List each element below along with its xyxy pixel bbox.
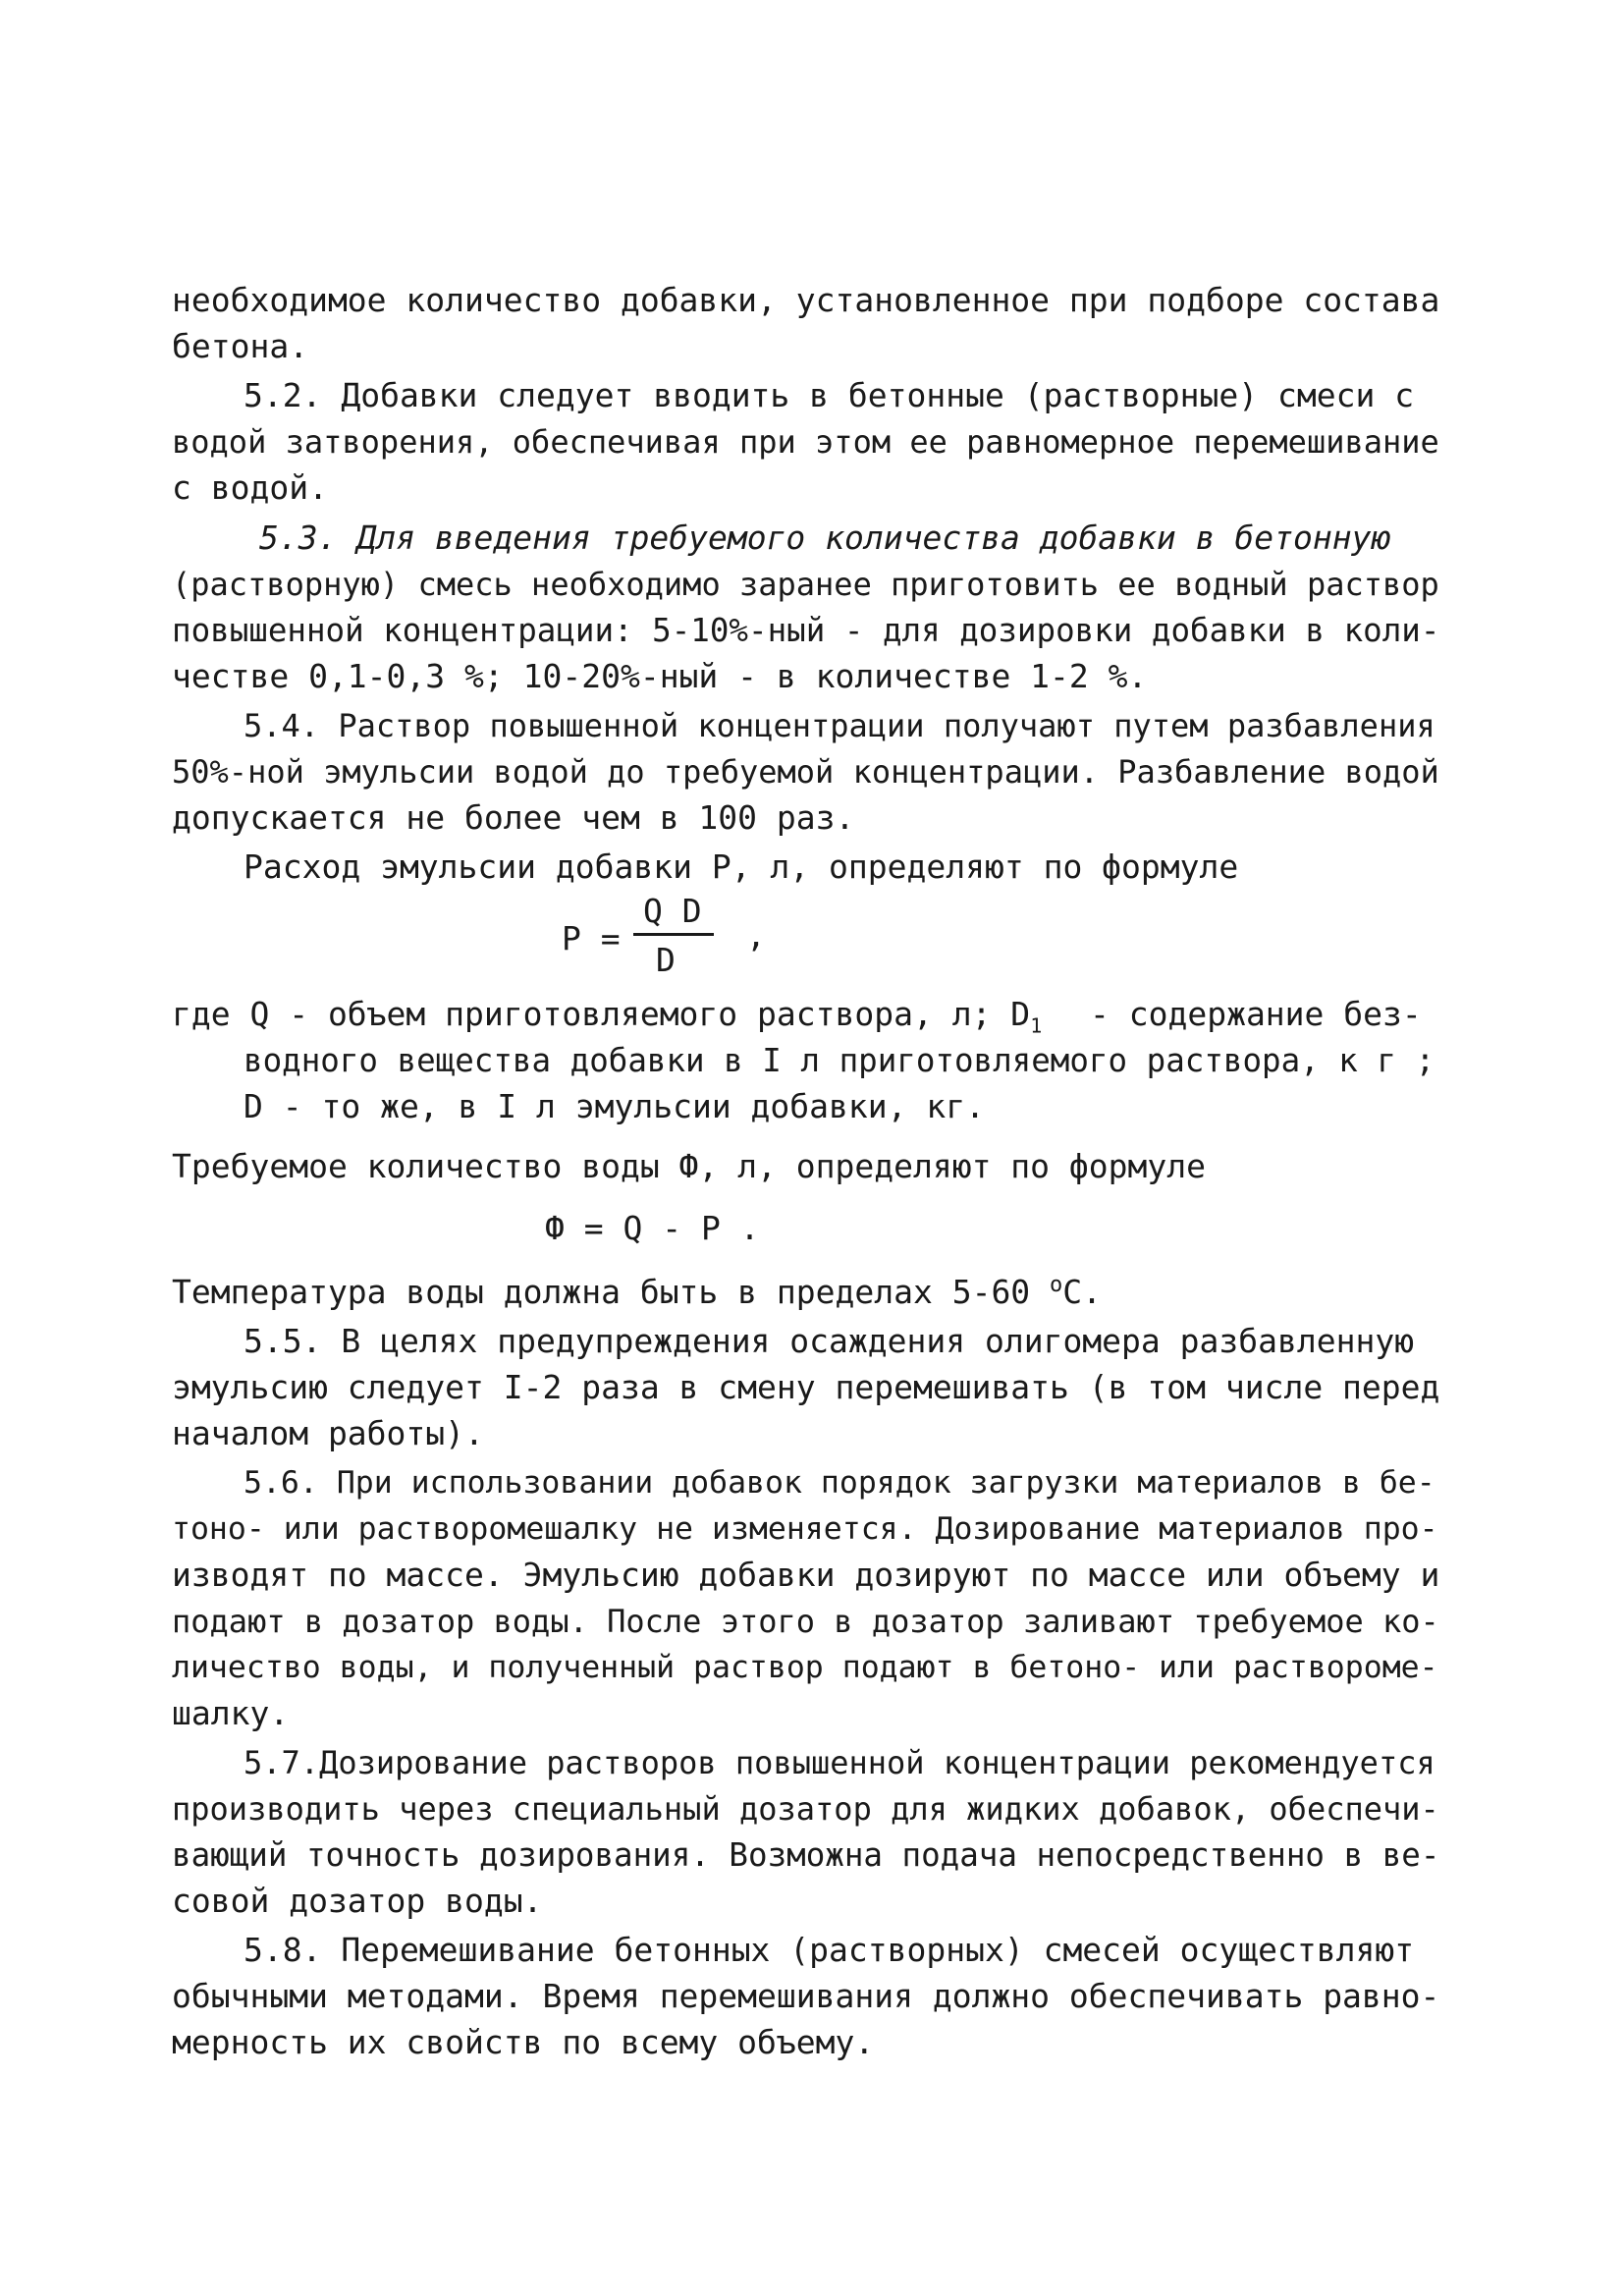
paragraph-5-2-line: 5.2. Добавки следует вводить в бетонные (растворные) смеси с xyxy=(244,376,1415,414)
temperature-text: Температура воды должна быть в пределах 5-60 xyxy=(172,1273,1051,1311)
text-line: 50%-ной эмульсии водой до требуемой концентрации. Разбавление водой xyxy=(172,753,1439,791)
text-line: водного вещества добавки в I л приготовляемого раствора, к г ; xyxy=(244,1042,1435,1079)
text-line: тоно- или растворомешалку не изменяется. Дозирование материалов про- xyxy=(172,1511,1438,1547)
temperature-unit: С. xyxy=(1062,1273,1103,1311)
paragraph-5-6-line: 5.6. При использовании добавок порядок загрузки материалов в бе- xyxy=(244,1465,1435,1501)
text-line: с водой. xyxy=(172,468,328,507)
paragraph-5-5-line: 5.5. В целях предупреждения осаждения олигомера разбавленную xyxy=(244,1322,1415,1360)
text-line: необходимое количество добавки, установленное при подборе состава xyxy=(172,281,1440,319)
where-line-end: - содержание без- xyxy=(1090,995,1422,1033)
formula-1-lhs: P = xyxy=(562,919,621,957)
text-line: шалку. xyxy=(172,1694,290,1732)
subscript: 1 xyxy=(1030,1013,1043,1038)
text-line: началом работы). xyxy=(172,1414,484,1452)
paragraph-5-3-line: 5.3. Для введения требуемого количества добавки в бетонную xyxy=(259,519,1391,557)
where-line xyxy=(172,992,1042,1037)
paragraph-5-4-line: 5.4. Раствор повышенной концентрации получают путем разбавления xyxy=(244,707,1435,744)
text-line: водой затворения, обеспечивая при этом ее равномерное перемешивание xyxy=(172,423,1439,461)
formula-1-tail: , xyxy=(746,916,766,955)
text-line: D - то же, в I л эмульсии добавки, кг. xyxy=(244,1087,985,1125)
formula-1-fraction-bar xyxy=(633,933,714,936)
paragraph-5-8-line: 5.8. Перемешивание бетонных (растворных) смесей осуществляют xyxy=(244,1931,1415,1969)
text-line: изводят по массе. Эмульсию добавки дозируют по массе или объему и xyxy=(172,1556,1440,1594)
text-line: обычными методами. Время перемешивания должно обеспечивать равно- xyxy=(172,1977,1440,2015)
temperature-line xyxy=(172,1270,1102,1315)
text-line: мерность их свойств по всему объему. xyxy=(172,2023,875,2061)
where-text: где Q - объем приготовляемого раствора, л; D xyxy=(172,995,1031,1033)
formula-1-numerator: Q D xyxy=(643,892,702,930)
text-line: повышенной концентрации: 5-10%-ный - для дозировки добавки в коли- xyxy=(172,612,1440,649)
text-line: вающий точность дозирования. Возможна подача непосредственно в ве- xyxy=(172,1836,1440,1874)
text-line: допускается не более чем в 100 раз. xyxy=(172,798,855,837)
text-line: честве 0,1-0,3 %; 10-20%-ный - в количестве 1-2 %. xyxy=(172,657,1148,695)
text-line: (растворную) смесь необходимо заранее приготовить ее водный раствор xyxy=(172,566,1439,603)
formula-2: Ф = Q - P . xyxy=(545,1209,760,1247)
text-line: личество воды, и полученный раствор подают в бетоно- или растворомe- xyxy=(172,1650,1438,1685)
formula-1-denominator: D xyxy=(656,941,676,979)
degree-sup: о xyxy=(1050,1273,1063,1297)
text-line: эмульсию следует I-2 раза в смену перемешивать (в том числе перед xyxy=(172,1368,1440,1406)
text-line: Расход эмульсии добавки P, л, определяют по формуле xyxy=(244,847,1239,886)
paragraph-5-7-line: 5.7.Дозирование растворов повышенной концентрации рекомендуется xyxy=(244,1744,1435,1781)
text-line: совой дозатор воды. xyxy=(172,1882,543,1920)
text-line: бетона. xyxy=(172,327,309,365)
text-line: производить через специальный дозатор для жидких добавок, обеспечи- xyxy=(172,1790,1439,1828)
text-line: Требуемое количество воды Ф, л, определяют по формуле xyxy=(172,1147,1206,1185)
text-line: подают в дозатор воды. После этого в дозатор заливают требуемое ко- xyxy=(172,1603,1439,1640)
